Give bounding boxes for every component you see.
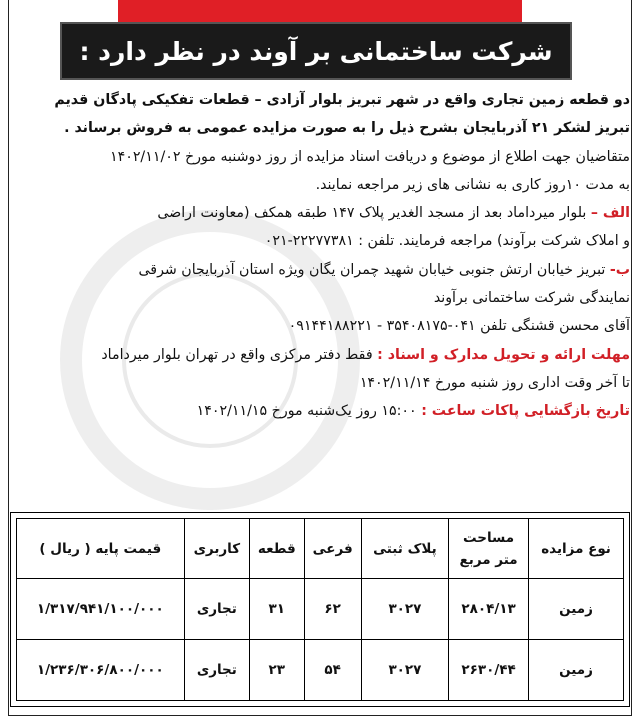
deadline-line-2: تا آخر وقت اداری روز شنبه مورخ ۱۴۰۲/۱۱/۱۴	[359, 374, 630, 391]
cell-price: ۱/۳۱۷/۹۴۱/۱۰۰/۰۰۰	[17, 579, 185, 640]
contact-line: آقای محسن قشنگی تلفن ۰۴۱-۳۵۴۰۸۱۷۵ - ۰۹۱۴۴۱۸۸۲۲۱	[288, 318, 630, 335]
cell-price: ۱/۲۳۶/۳۰۶/۸۰۰/۰۰۰	[17, 640, 185, 701]
address-alef-text: بلوار میرداماد بعد از مسجد الغدیر پلاک ۱۴۷ طبقه همکف (معاونت اراضی	[157, 205, 591, 222]
page-title	[60, 22, 572, 80]
header-parcel: قطعه	[250, 519, 304, 579]
cell-parcel: ۲۳	[250, 640, 304, 701]
cell-area: ۲۶۳۰/۴۴	[449, 640, 529, 701]
address-alef-line-2: و املاک شرکت برآوند) مراجعه فرمایند. تلفن : ۲۲۲۷۷۳۸۱-۰۲۱	[264, 233, 630, 250]
auction-table-frame	[10, 512, 630, 707]
announcement-body	[10, 86, 630, 426]
deadline-line	[10, 341, 630, 369]
header-area	[449, 519, 529, 579]
body-line-1: دو قطعه زمین تجاری واقع در شهر تبریز بلوار آزادی – قطعات تفکیکی پادگان قدیم	[54, 92, 630, 108]
cell-type: زمین	[529, 640, 624, 701]
header-area-line-1: مساحت	[462, 529, 515, 546]
table-row	[17, 579, 624, 640]
body-line-2: تبریز لشکر ۲۱ آذربایجان بشرح ذیل را به صورت مزایده عمومی به فروش برساند .	[64, 120, 630, 137]
title-text: شرکت ساختمانی بر آوند در نظر دارد :	[79, 36, 553, 66]
cell-area: ۲۸۰۴/۱۳	[449, 579, 529, 640]
cell-usage: تجاری	[184, 640, 250, 701]
opening-label: تاریخ بازگشایی پاکات ساعت :	[421, 403, 630, 420]
opening-line	[10, 397, 630, 425]
red-header-strip	[118, 0, 522, 24]
header-price: قیمت پایه ( ریال )	[17, 519, 185, 579]
table-row	[17, 640, 624, 701]
cell-sub: ۵۴	[304, 640, 361, 701]
address-be-line-2: نمایندگی شرکت ساختمانی برآوند	[433, 290, 630, 307]
address-alef-label: الف –	[590, 205, 630, 222]
header-usage: کاربری	[184, 519, 250, 579]
deadline-label: مهلت ارائه و تحویل مدارک و اسناد :	[377, 346, 630, 363]
cell-sub: ۶۲	[304, 579, 361, 640]
auction-table	[16, 518, 624, 701]
cell-usage: تجاری	[184, 579, 250, 640]
cell-type: زمین	[529, 579, 624, 640]
header-area-line-2: متر مربع	[459, 551, 518, 568]
cell-plate: ۳۰۲۷	[361, 579, 448, 640]
address-alef	[10, 199, 630, 227]
address-be	[10, 256, 630, 284]
address-be-text: تبریز خیابان ارتش جنوبی خیابان شهید چمران یگان ویژه استان آذربایجان شرقی	[138, 261, 610, 278]
body-line-4: به مدت ۱۰روز کاری به نشانی های زیر مراجعه نمایند.	[315, 176, 630, 193]
header-plate: پلاک ثبتی	[361, 519, 448, 579]
opening-text: ۱۵:۰۰ روز یک‌شنبه مورخ ۱۴۰۲/۱۱/۱۵	[196, 403, 422, 420]
header-type: نوع مزایده	[529, 519, 624, 579]
header-sub: فرعی	[304, 519, 361, 579]
table-header-row	[17, 519, 624, 579]
body-line-3: متقاضیان جهت اطلاع از موضوع و دریافت اسناد مزایده از روز دوشنبه مورخ ۱۴۰۲/۱۱/۰۲	[109, 148, 630, 165]
address-be-label: ب-	[609, 261, 630, 278]
cell-parcel: ۳۱	[250, 579, 304, 640]
deadline-text: فقط دفتر مرکزی واقع در تهران بلوار میرداماد	[101, 346, 378, 363]
cell-plate: ۳۰۲۷	[361, 640, 448, 701]
